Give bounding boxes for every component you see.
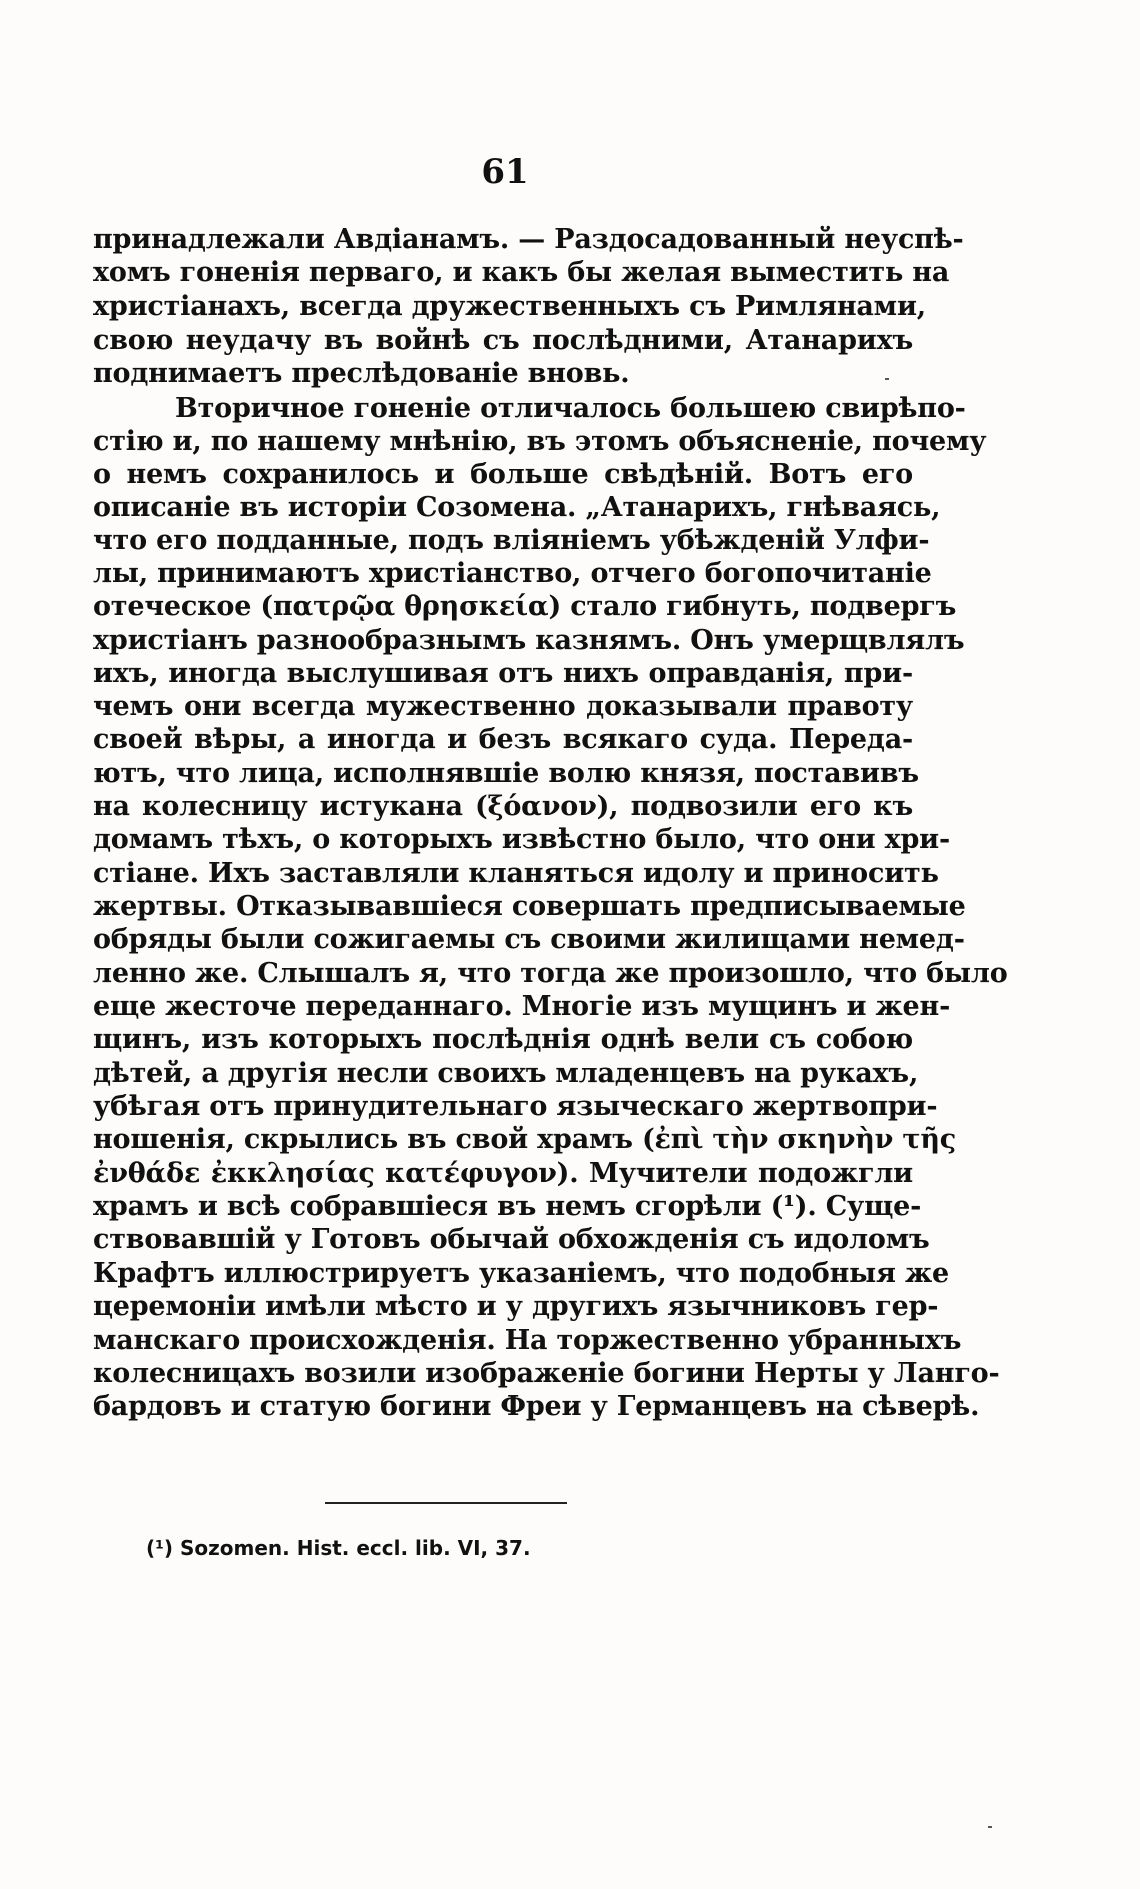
text-line: отеческое (πατρῷα θρησκεία) стало гибнуть, подвергъ <box>93 591 957 622</box>
text-line: убѣгая отъ принудительнаго языческаго жертвопри- <box>93 1091 938 1122</box>
text-line: на колесницу истукана (ξόανον), подвозили его къ <box>93 791 913 822</box>
text-line: лы, принимаютъ христіанство, отчего богопочитаніе <box>93 558 932 589</box>
text-line: Крафтъ иллюстрируетъ указаніемъ, что подобныя же <box>93 1258 950 1289</box>
text-line: свою неудачу въ войнѣ съ послѣдними, Атанарихъ <box>93 325 913 356</box>
text-line: чемъ они всегда мужественно доказывали правоту <box>93 691 913 722</box>
text-line: что его подданные, подъ вліяніемъ убѣжденій Улфи- <box>93 525 930 556</box>
text-line: описаніе въ исторіи Созомена. „Атанарихъ, гнѣваясь, <box>93 492 941 523</box>
text-line: церемоніи имѣли мѣсто и у другихъ язычниковъ гер- <box>93 1291 939 1322</box>
text-line: стію и, по нашему мнѣнію, въ этомъ объясненіе, почему <box>93 426 987 457</box>
scan-speck <box>885 378 889 380</box>
footnote-rule <box>325 1502 567 1504</box>
text-line: еще жесточе переданнаго. Многіе изъ мущинъ и жен- <box>93 991 951 1022</box>
text-line: жертвы. Отказывавшіеся совершать предписываемые <box>93 891 966 922</box>
text-line: ихъ, иногда выслушивая отъ нихъ оправданія, при- <box>93 658 913 689</box>
text-line: ствовавшій у Готовъ обычай обхожденія съ идоломъ <box>93 1224 930 1255</box>
text-line: ἐνθάδε ἐκκλησίας κατέφυγον). Мучители подожгли <box>93 1158 913 1189</box>
text-line: щинъ, изъ которыхъ послѣднія однѣ вели съ собою <box>93 1024 913 1055</box>
text-line: ношенія, скрылись въ свой храмъ (ἐπὶ τὴν σκηνὴν τῆς <box>93 1124 957 1155</box>
text-line: о немъ сохранилось и больше свѣдѣній. Вотъ его <box>93 459 913 490</box>
text-line: своей вѣры, а иногда и безъ всякаго суда. Переда- <box>93 724 913 755</box>
text-line: ютъ, что лица, исполнявшіе волю князя, поставивъ <box>93 758 919 789</box>
text-line: Вторичное гоненіе отличалось большею свирѣпо- <box>175 393 966 424</box>
text-line: бардовъ и статую богини Фреи у Германцевъ на сѣверѣ. <box>93 1391 980 1422</box>
text-line: храмъ и всѣ собравшіеся въ немъ сгорѣли (¹). Суще- <box>93 1191 922 1222</box>
text-line: ленно же. Слышалъ я, что тогда же произошло, что было <box>93 958 1008 989</box>
text-line: дѣтей, а другія несли своихъ младенцевъ на рукахъ, <box>93 1058 919 1089</box>
text-line: колесницахъ возили изображеніе богини Нерты у Ланго- <box>93 1358 1000 1389</box>
text-line: домамъ тѣхъ, о которыхъ извѣстно было, что они хри- <box>93 824 951 855</box>
page-number: 61 <box>481 152 529 192</box>
scan-speck <box>988 1826 992 1828</box>
text-line: христіанъ разнообразнымъ казнямъ. Онъ умерщвлялъ <box>93 625 965 656</box>
text-line: христіанахъ, всегда дружественныхъ съ Римлянами, <box>93 291 926 322</box>
text-line: хомъ гоненія перваго, и какъ бы желая выместить на <box>93 257 950 288</box>
text-line: стіане. Ихъ заставляли кланяться идолу и приносить <box>93 858 939 889</box>
text-line: обряды были сожигаемы съ своими жилищами немед- <box>93 924 965 955</box>
text-line: поднимаетъ преслѣдованіе вновь. <box>93 358 630 389</box>
text-line: манскаго происхожденія. На торжественно убранныхъ <box>93 1325 962 1356</box>
text-line: принадлежали Авдіанамъ. — Раздосадованный неуспѣ- <box>93 224 964 255</box>
footnote: (¹) Sozomen. Hist. eccl. lib. VI, 37. <box>146 1536 531 1560</box>
